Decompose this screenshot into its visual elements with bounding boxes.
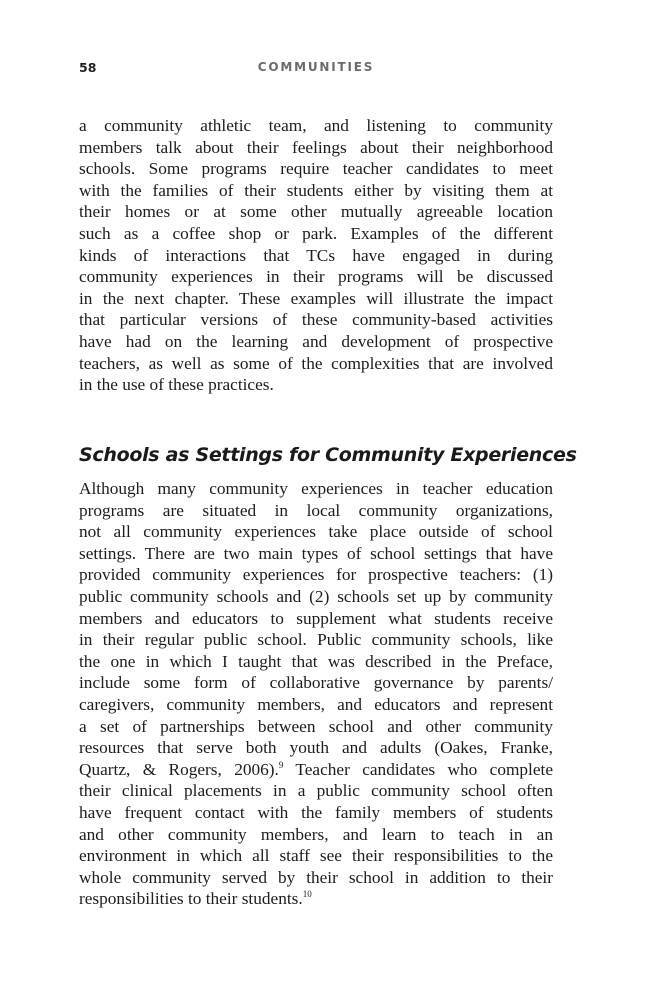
text-line-with-note xyxy=(79,759,553,781)
text-line: environment in which all staff see their responsibilities to the xyxy=(79,846,553,866)
text-line: have frequent contact with the family members of students xyxy=(79,802,553,822)
paragraph-2 xyxy=(79,478,553,910)
text-line: settings. There are two main types of school settings that have xyxy=(79,543,553,563)
text-line: whole community served by their school in addition to their xyxy=(79,867,553,887)
text-line: include some form of collaborative governance by parents/ xyxy=(79,673,553,693)
text-line: their clinical placements in a public community school often xyxy=(79,781,553,801)
text-line: and other community members, and learn to teach in an xyxy=(79,824,553,844)
text-line: the one in which I taught that was described in the Preface, xyxy=(79,651,553,671)
text-line: their homes or at some other mutually agreeable location xyxy=(79,202,553,222)
section-heading: Schools as Settings for Community Experiences xyxy=(79,443,577,466)
text-line: not all community experiences take place outside of school xyxy=(79,522,553,542)
text-line: public community schools and (2) schools set up by community xyxy=(79,586,553,606)
text-line: programs are situated in local community organizations, xyxy=(79,500,553,520)
text-line: Although many community experiences in teacher education xyxy=(79,479,553,498)
text-line: a set of partnerships between school and other community xyxy=(79,716,553,736)
text-segment: Quartz, & Rogers, 2006). xyxy=(79,759,279,779)
text-line: resources that serve both youth and adults (Oakes, Franke, xyxy=(79,738,553,758)
text-line: in their regular public school. Public community schools, like xyxy=(79,630,553,650)
text-line: schools. Some programs require teacher candidates to meet xyxy=(79,159,553,179)
text-line: caregivers, community members, and educators and represent xyxy=(79,694,553,714)
text-line: with the families of their students either by visiting them at xyxy=(79,180,553,200)
text-line: in the use of these practices. xyxy=(79,375,274,395)
text-line: provided community experiences for prospective teachers: (1) xyxy=(79,565,553,585)
text-line: members talk about their feelings about their neighborhood xyxy=(79,137,553,157)
text-line: community experiences in their programs will be discussed xyxy=(79,267,553,287)
text-line: such as a coffee shop or park. Examples of the different xyxy=(79,223,553,243)
text-line: kinds of interactions that TCs have engaged in during xyxy=(79,245,553,265)
text-line: a community athletic team, and listening to community xyxy=(79,116,553,135)
text-line: in the next chapter. These examples will illustrate the impact xyxy=(79,288,553,308)
text-line-with-note xyxy=(79,888,553,910)
text-segment: Teacher candidates who complete xyxy=(283,759,553,779)
text-line: teachers, as well as some of the complexities that are involved xyxy=(79,353,553,373)
footnote-ref-9: 9 xyxy=(278,759,284,770)
text-line: members and educators to supplement what students receive xyxy=(79,608,553,628)
paragraph-1 xyxy=(79,115,553,396)
text-line: that particular versions of these community-based activities xyxy=(79,310,553,330)
page-number: 58 xyxy=(79,60,97,75)
footnote-ref-10: 10 xyxy=(302,889,312,900)
running-title: COMMUNITIES xyxy=(257,60,375,74)
text-line: have had on the learning and development of prospective xyxy=(79,331,553,351)
text-segment: responsibilities to their students. xyxy=(79,889,303,909)
running-header xyxy=(79,60,553,76)
